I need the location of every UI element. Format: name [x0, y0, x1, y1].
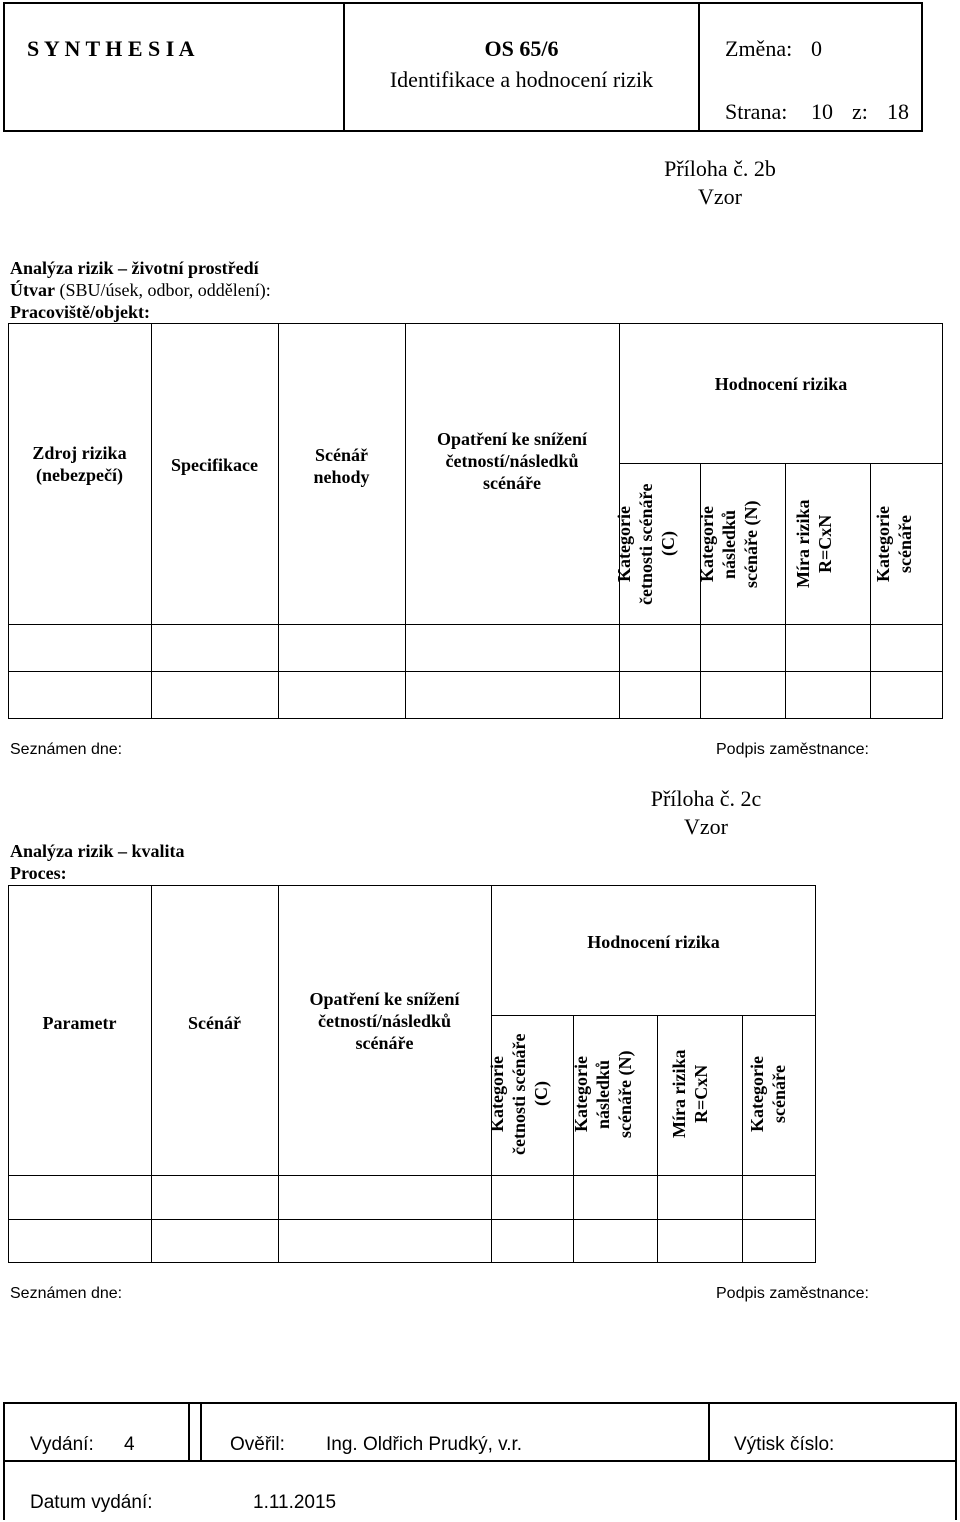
- col-frequency-line1: Kategorie: [614, 506, 634, 582]
- col-scenario-cat-line2: scénáře: [895, 515, 915, 573]
- page-label: Strana:: [725, 99, 788, 124]
- col-frequency-line3: (C): [658, 531, 678, 557]
- col-consequence-q-line3: scénáře (N): [615, 1050, 635, 1138]
- col-risk-source-line1: Zdroj rizika: [32, 443, 127, 463]
- edition-value: 4: [124, 1434, 135, 1455]
- page-of-label: z:: [852, 99, 868, 124]
- workplace-label: Pracoviště/objekt:: [10, 302, 150, 322]
- col-consequence-q-line2: následků: [593, 1059, 613, 1129]
- env-acknowledged-label: Seznámen dne:: [10, 741, 123, 758]
- col-parameter: Parametr: [42, 1013, 117, 1033]
- company-name: S Y N T H E S I A: [27, 36, 195, 61]
- verified-label: Ověřil:: [230, 1434, 285, 1455]
- quality-acknowledged-label: Seznámen dne:: [10, 1285, 123, 1302]
- page-total: 18: [887, 99, 909, 124]
- col-consequence-line3: scénáře (N): [741, 500, 761, 588]
- col-risk-source-line2: (nebezpečí): [36, 465, 123, 485]
- quality-analysis-title: Analýza rizik – kvalita: [10, 841, 185, 861]
- col-frequency-q-line1: Kategorie: [487, 1056, 507, 1132]
- col-measures-q-line2: četností/následků: [317, 1011, 452, 1031]
- page-number: 10: [811, 99, 833, 124]
- col-scenario-q: Scénář: [188, 1013, 241, 1033]
- quality-signature-label: Podpis zaměstnance:: [716, 1285, 869, 1302]
- annex-2c-label: Příloha č. 2c: [650, 786, 762, 811]
- env-signature-label: Podpis zaměstnance:: [716, 741, 869, 758]
- env-analysis-title: Analýza rizik – životní prostředí: [10, 258, 259, 278]
- process-label: Proces:: [10, 863, 67, 883]
- risk-evaluation-header-q: Hodnocení rizika: [587, 932, 720, 952]
- col-frequency-q-line3: (C): [531, 1081, 551, 1107]
- col-scenario-line1: Scénář: [315, 445, 368, 465]
- col-consequence-q-line1: Kategorie: [571, 1056, 591, 1132]
- col-scenario-line2: nehody: [313, 467, 370, 487]
- annex-2b-label: Příloha č. 2b: [664, 156, 776, 181]
- verified-value: Ing. Oldřich Prudký, v.r.: [326, 1434, 523, 1455]
- col-risk-measure-q-line2: R=CxN: [691, 1064, 711, 1124]
- col-consequence-line1: Kategorie: [697, 506, 717, 582]
- col-scenario-cat-line1: Kategorie: [873, 506, 893, 582]
- unit-hint: (SBU/úsek, odbor, oddělení):: [59, 280, 271, 300]
- col-measures-line2: četností/následků: [445, 451, 579, 471]
- issue-date-value: 1.11.2015: [253, 1492, 337, 1513]
- col-risk-measure-line1: Míra rizika: [793, 499, 813, 589]
- document-code: OS 65/6: [484, 36, 559, 61]
- col-risk-measure-q-line1: Míra rizika: [669, 1049, 689, 1139]
- col-measures-q-line3: scénáře: [355, 1033, 414, 1053]
- change-value: 0: [811, 36, 822, 61]
- col-consequence-line2: následků: [719, 509, 739, 579]
- col-measures-line1: Opatření ke snížení: [436, 429, 587, 449]
- copy-number-label: Výtisk číslo:: [734, 1434, 835, 1455]
- col-specification: Specifikace: [171, 455, 258, 475]
- col-scenario-cat-q-line2: scénáře: [769, 1065, 789, 1123]
- risk-evaluation-header: Hodnocení rizika: [714, 374, 848, 394]
- col-frequency-q-line2: četnosti scénáře: [509, 1033, 529, 1155]
- issue-date-label: Datum vydání:: [30, 1492, 153, 1513]
- edition-label: Vydání:: [30, 1434, 94, 1455]
- annex-2c-sub: Vzor: [684, 814, 728, 839]
- col-frequency-line2: četnosti scénáře: [636, 483, 656, 605]
- col-risk-measure-line2: R=CxN: [815, 514, 835, 574]
- col-measures-q-line1: Opatření ke snížení: [309, 989, 460, 1009]
- annex-2b-sub: Vzor: [698, 184, 742, 209]
- unit-label: Útvar: [10, 280, 55, 300]
- col-measures-line3: scénáře: [483, 473, 541, 493]
- change-label: Změna:: [725, 36, 793, 61]
- col-scenario-cat-q-line1: Kategorie: [747, 1056, 767, 1132]
- document-title: Identifikace a hodnocení rizik: [389, 67, 654, 92]
